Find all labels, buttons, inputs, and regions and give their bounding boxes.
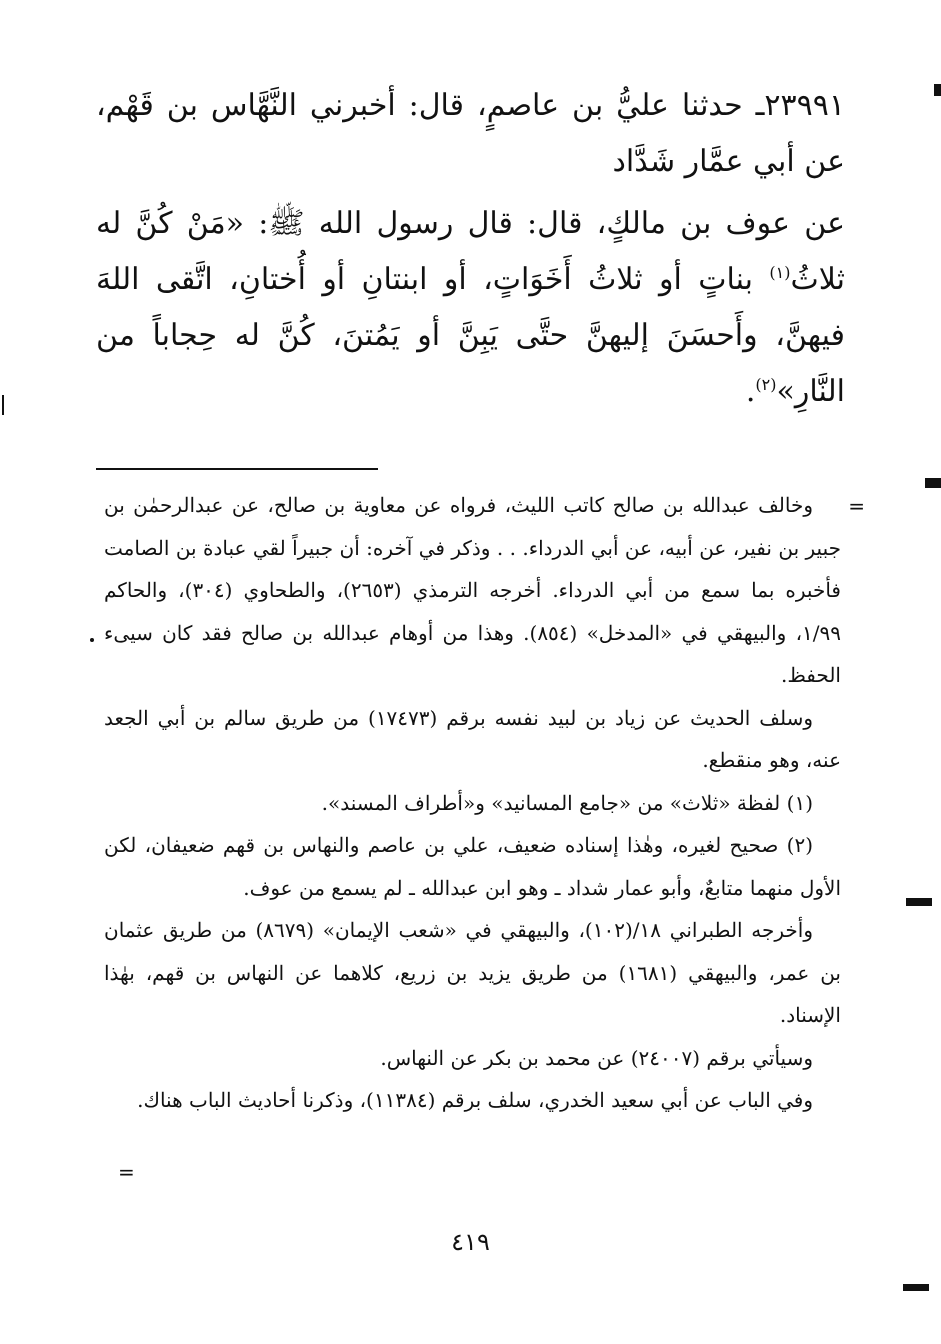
matn-part-b: بناتٍ أو ثلاثُ أَخَوَاتٍ، أو ابنتانِ أو أُختانِ، اتَّقى اللهَ فيهنَّ، وأَحسَنَ إليهنَّ حتَّى يَبِنَّ أو يَمُتنَ، كُنَّ له حِجاباً من النَّارِ»: [96, 262, 845, 409]
continuation-marker-top: =: [848, 494, 865, 518]
footnote-separator: [96, 468, 378, 470]
footnote-2-takhrij: وأخرجه الطبراني ١٨/(١٠٢)، والبيهقي في «شعب الإيمان» (٨٦٧٩) من طريق عثمان بن عمر، والبيهقي (١٦٨١) من طريق يزيد بن زريع، كلاهما عن النهاس بن قهم، بهٰذا الإسناد.: [104, 918, 842, 1027]
continuation-marker-bottom: =: [118, 1160, 135, 1184]
hadith-isnad: ٢٣٩٩١ـ حدثنا عليُّ بن عاصمٍ، قال: أخبرني النَّهَّاس بن قَهْم، عن أبي عمَّار شَدَّاد: [96, 88, 845, 179]
hadith-matn: [96, 196, 845, 420]
footnotes: [104, 484, 841, 1122]
scan-edge-line: [2, 395, 4, 415]
matn-part-a: عن عوف بن مالكٍ، قال: قال رسول الله ﷺ: «مَنْ كُنَّ له ثلاثُ: [96, 206, 845, 297]
scan-edge-mark: [906, 898, 932, 906]
page-number: ٤١٩: [451, 1228, 490, 1256]
matn-end: .: [745, 374, 756, 409]
footnote-previous-reference: وسلف الحديث عن زياد بن لبيد نفسه برقم (١٧٤٧٣) من طريق سالم بن أبي الجعد عنه، وهو منقطع.: [104, 705, 841, 772]
hadith-text: [96, 78, 845, 420]
footnote-1: (١) لفظة «ثلاث» من «جامع المسانيد» و«أطراف المسند».: [321, 790, 813, 815]
footnote-2-forward-reference: وسيأتي برقم (٢٤٠٠٧) عن محمد بن بكر عن النهاس.: [380, 1045, 813, 1070]
scan-edge-mark: [903, 1284, 929, 1291]
footnote-ref-1: (١): [769, 263, 791, 282]
scan-edge-mark: [934, 84, 941, 96]
footnote-2: (٢) صحيح لغيره، وهٰذا إسناده ضعيف، علي بن عاصم والنهاس بن قهم ضعيفان، لكن الأول منهما متابعٌ، وأبو عمار شداد ـ وهو ابن عبدالله ـ لم يسمع من عوف.: [104, 833, 841, 900]
scan-edge-mark: [925, 478, 941, 488]
footnote-ref-2: (٢): [755, 375, 777, 394]
footnote-continuation: وخالف عبدالله بن صالح كاتب الليث، فرواه عن معاوية بن صالح، عن عبدالرحمٰن بن جبير بن نفير، عن أبيه، عن أبي الدرداء. . . وذكر في آخره: أن جبيراً لقي عبادة بن الصامت فأخبره بما سمع من أبي الدرداء. أخرجه الترمذي (٢٦٥٣)، والطحاوي (٣٠٤)، والحاكم ١/٩٩، والبيهقي في «المدخل» (٨٥٤). وهذا من أوهام عبدالله بن صالح فقد كان سيىء الحفظ.: [104, 493, 841, 687]
scan-speck: [90, 638, 94, 642]
footnote-2-bab: وفي الباب عن أبي سعيد الخدري، سلف برقم (١١٣٨٤)، وذكرنا أحاديث الباب هناك.: [137, 1088, 813, 1112]
